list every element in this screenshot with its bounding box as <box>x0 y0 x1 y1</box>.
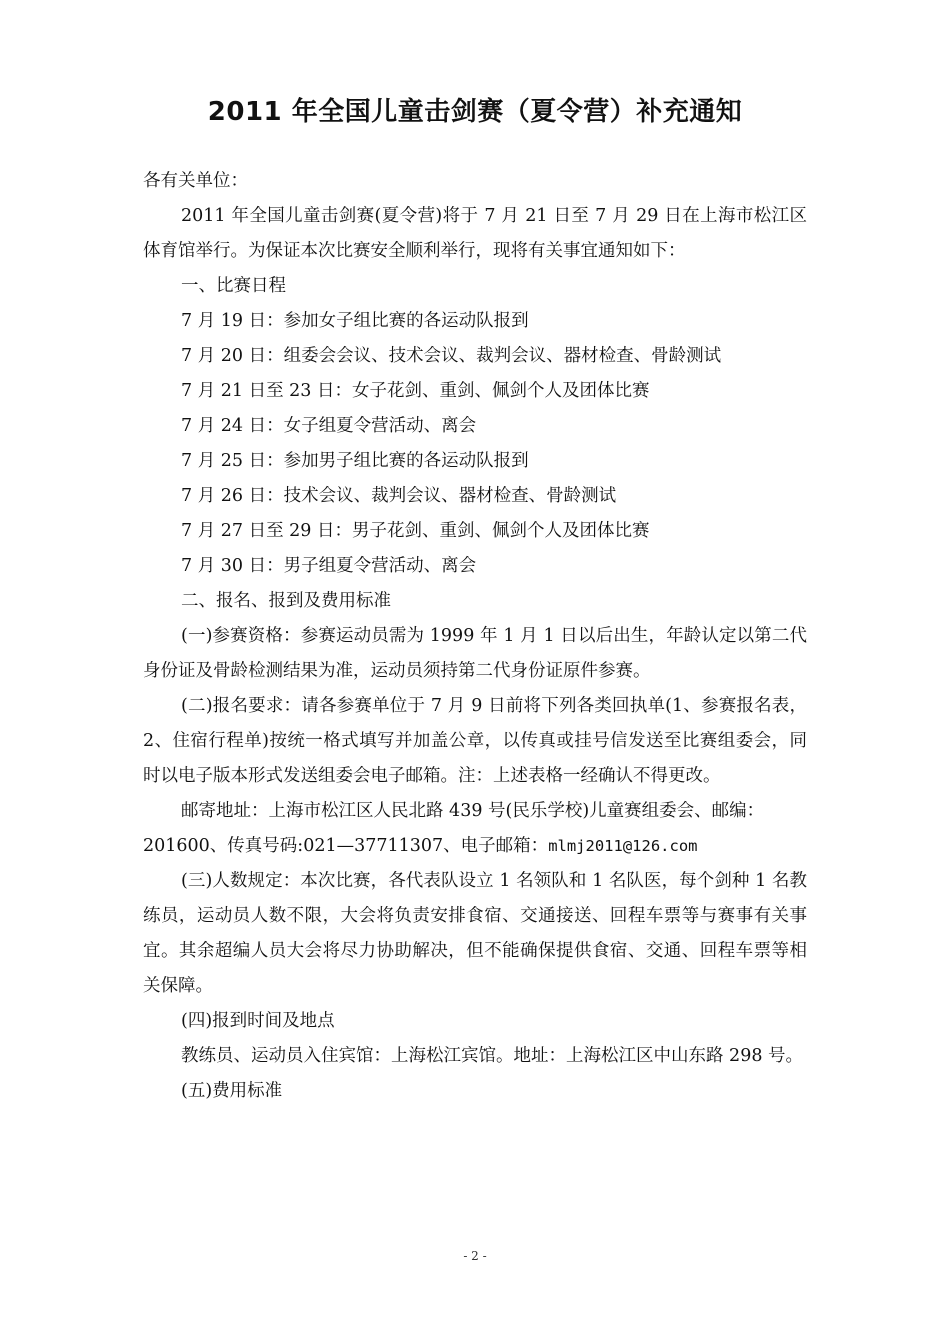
section-heading-registration: 二、报名、报到及费用标准 <box>181 591 391 611</box>
schedule-item: 7 月 24 日：女子组夏令营活动、离会 <box>181 416 477 436</box>
qualification-paragraph: (一)参赛资格：参赛运动员需为 1999 年 1 月 1 日以后出生，年龄认定以第二代身份证及骨龄检测结果为准，运动员须持第二代身份证原件参赛。 <box>143 626 807 681</box>
fees-heading: (五)费用标准 <box>181 1081 283 1101</box>
salutation: 各有关单位： <box>143 171 248 191</box>
postcode-fax: 201600、传真号码:021—37711307、电子邮箱： <box>143 836 549 856</box>
schedule-item: 7 月 26 日：技术会议、裁判会议、器材检查、骨龄测试 <box>181 486 617 506</box>
mailing-address: 邮寄地址：上海市松江区人民北路 439 号(民乐学校)儿童赛组委会、邮编： <box>181 801 765 821</box>
schedule-item: 7 月 25 日：参加男子组比赛的各运动队报到 <box>181 451 529 471</box>
schedule-item: 7 月 20 日：组委会会议、技术会议、裁判会议、器材检查、骨龄测试 <box>181 346 722 366</box>
page-number: - 2 - <box>463 1249 487 1263</box>
contact-line <box>143 829 807 864</box>
checkin-heading: (四)报到时间及地点 <box>181 1011 335 1031</box>
schedule-item: 7 月 19 日：参加女子组比赛的各运动队报到 <box>181 311 529 331</box>
schedule-item: 7 月 27 日至 29 日：男子花剑、重剑、佩剑个人及团体比赛 <box>181 521 650 541</box>
team-size-paragraph: (三)人数规定：本次比赛，各代表队设立 1 名领队和 1 名队医，每个剑种 1 名教练员，运动员人数不限，大会将负责安排食宿、交通接送、回程车票等与赛事有关事宜。其余超编人员大会将尽力协助解决，但不能确保提供食宿、交通、回程车票等相关保障。 <box>143 871 807 996</box>
document-body <box>143 164 807 1109</box>
section-heading-schedule: 一、比赛日程 <box>181 276 286 296</box>
intro-paragraph: 2011 年全国儿童击剑赛(夏令营)将于 7 月 21 日至 7 月 29 日在上海市松江区体育馆举行。为保证本次比赛安全顺利举行，现将有关事宜通知如下： <box>143 206 807 261</box>
hotel-paragraph: 教练员、运动员入住宾馆：上海松江宾馆。地址：上海松江区中山东路 298 号。 <box>181 1046 804 1066</box>
schedule-item: 7 月 30 日：男子组夏令营活动、离会 <box>181 556 477 576</box>
document-title: 2011 年全国儿童击剑赛（夏令营）补充通知 <box>207 97 743 127</box>
schedule-item: 7 月 21 日至 23 日：女子花剑、重剑、佩剑个人及团体比赛 <box>181 381 650 401</box>
registration-paragraph: (二)报名要求：请各参赛单位于 7 月 9 日前将下列各类回执单(1、参赛报名表，2、住宿行程单)按统一格式填写并加盖公章，以传真或挂号信发送至比赛组委会，同时以电子版本形式发送组委会电子邮箱。注：上述表格一经确认不得更改。 <box>143 696 807 786</box>
email-address: mlmj2011@126.com <box>548 837 698 855</box>
